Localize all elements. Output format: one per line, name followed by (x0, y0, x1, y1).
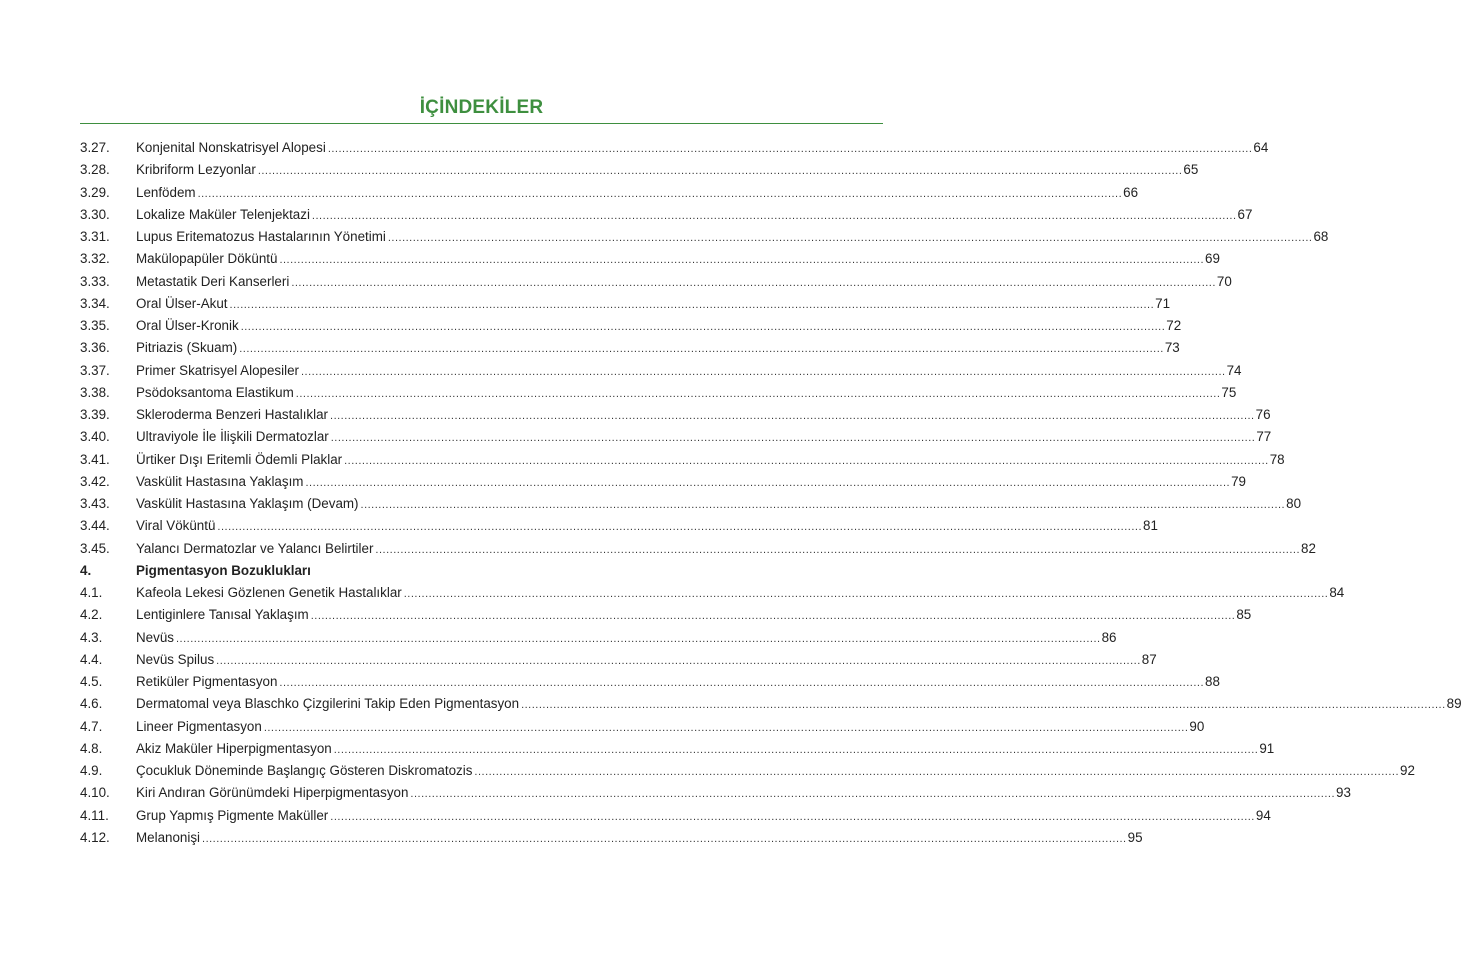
toc-entry-page-number: 66 (1123, 184, 1139, 200)
dot-leader: .................................................................................................................................................................................................................................................................... (310, 610, 1236, 623)
toc-entry-page-number: 71 (1155, 295, 1171, 311)
toc-entry (80, 229, 1329, 251)
dot-leader: .................................................................................................................................................................................................................................................................... (279, 254, 1205, 267)
dot-leader: .................................................................................................................................................................................................................................................................... (521, 699, 1446, 712)
toc-entry-number: 3.41. (80, 451, 110, 467)
toc-entry (80, 607, 1252, 629)
toc-entry-title: Kribriform Lezyonlar (136, 162, 256, 178)
toc-entry (80, 273, 1232, 296)
dot-leader: .................................................................................................................................................................................................................................................................... (375, 543, 1301, 556)
dot-leader: .................................................................................................................................................................................................................................................................... (403, 588, 1329, 600)
toc-entry-number: 3.36. (80, 340, 110, 356)
toc-entry-number: 3.42. (80, 473, 110, 489)
toc-entry-number: 3.27. (80, 140, 110, 155)
dot-leader: .................................................................................................................................................................................................................................................................... (202, 832, 1127, 845)
toc-entry (80, 829, 1143, 852)
dot-leader: .................................................................................................................................................................................................................................................................... (410, 788, 1336, 801)
toc-entry-page-number: 82 (1301, 540, 1316, 556)
toc-entry-title: Pigmentasyon Bozuklukları (136, 562, 311, 578)
toc-entry (80, 518, 1158, 540)
toc-entry-number: 3.44. (80, 518, 110, 534)
toc-entry-page-number: 65 (1183, 162, 1199, 178)
dot-leader: .................................................................................................................................................................................................................................................................... (474, 766, 1400, 778)
toc-entry-page-number: 90 (1189, 718, 1205, 734)
toc-entry (80, 251, 1220, 273)
toc-entry-number: 4.11. (80, 807, 109, 823)
toc-entry-number: 3.34. (80, 295, 110, 311)
toc-entry (80, 763, 1415, 785)
toc-entry-title: Vaskülit Hastasına Yaklaşım (136, 473, 304, 489)
toc-entry-number: 4.1. (80, 585, 103, 600)
title-divider (80, 123, 883, 124)
dot-leader: .................................................................................................................................................................................................................................................................... (387, 232, 1313, 244)
toc-entry (80, 429, 1272, 451)
dot-leader: .................................................................................................................................................................................................................................................................... (295, 387, 1221, 400)
toc-entry-title: Çocukluk Döneminde Başlangıç Gösteren Diskromatozis (136, 763, 473, 778)
toc-entry (80, 407, 1271, 429)
toc-entry-title: Retiküler Pigmentasyon (136, 674, 278, 689)
toc-entry-title: Oral Ülser-Akut (136, 295, 228, 311)
toc-entry-title: Metastatik Deri Kanserleri (136, 273, 290, 289)
toc-entry-page-number: 95 (1127, 829, 1143, 845)
toc-entry (80, 184, 1139, 207)
toc-entry-number: 3.29. (80, 184, 110, 200)
toc-entry-page-number: 69 (1205, 251, 1220, 267)
toc-entry-title: Vaskülit Hastasına Yaklaşım (Devam) (136, 496, 359, 511)
toc-entry-title: Akiz Maküler Hiperpigmentasyon (136, 740, 332, 756)
toc-entry (80, 651, 1157, 674)
toc-entry-title: Kafeola Lekesi Gözlenen Genetik Hastalıklar (136, 585, 402, 600)
toc-entry-title: Oral Ülser-Kronik (136, 318, 239, 333)
toc-entry-title: Kiri Andıran Görünümdeki Hiperpigmentasyon (136, 785, 409, 801)
toc-entry-title: Skleroderma Benzeri Hastalıklar (136, 407, 329, 422)
toc-entry (80, 384, 1237, 407)
dot-leader: .................................................................................................................................................................................................................................................................... (291, 276, 1216, 289)
toc-entry (80, 318, 1182, 340)
toc-entry (80, 496, 1302, 518)
dot-leader: .................................................................................................................................................................................................................................................................... (360, 499, 1286, 511)
page-title: İÇİNDEKİLER (419, 97, 544, 118)
toc-entry-title: Melanonişi (136, 829, 201, 845)
dot-leader: .................................................................................................................................................................................................................................................................... (311, 209, 1237, 222)
toc-entry-title: Lokalize Maküler Telenjektazi (136, 206, 310, 222)
toc-entry (80, 162, 1199, 184)
toc-entry-number: 3.38. (80, 384, 110, 400)
toc-entry (80, 540, 1316, 563)
toc-entry-title: Lineer Pigmentasyon (136, 718, 262, 734)
toc-entry-page-number: 93 (1336, 785, 1351, 801)
dot-leader: .................................................................................................................................................................................................................................................................... (330, 410, 1255, 422)
dot-leader: .................................................................................................................................................................................................................................................................... (279, 677, 1205, 689)
toc-entry (80, 451, 1285, 474)
table-of-contents (80, 140, 1462, 852)
toc-entry-page-number: 67 (1237, 206, 1253, 222)
dot-leader: .................................................................................................................................................................................................................................................................... (333, 743, 1259, 756)
toc-entry-title: Primer Skatrisyel Alopesiler (136, 362, 299, 378)
toc-entry-page-number: 89 (1446, 696, 1462, 712)
toc-entry-number: 4.9. (80, 763, 103, 778)
toc-entry-number: 4.10. (80, 785, 110, 801)
toc-entry-number: 4.3. (80, 629, 103, 645)
toc-entry-page-number: 80 (1286, 496, 1302, 511)
toc-entry-title: Yalancı Dermatozlar ve Yalancı Belirtiler (136, 540, 374, 556)
toc-section-heading (80, 563, 862, 585)
toc-entry-page-number: 70 (1216, 273, 1232, 289)
toc-entry-number: 4.4. (80, 651, 103, 667)
toc-entry-number: 3.28. (80, 162, 110, 178)
toc-entry (80, 740, 1275, 763)
toc-entry (80, 295, 1171, 318)
toc-entry-title: Psödoksantoma Elastikum (136, 384, 294, 400)
dot-leader: .................................................................................................................................................................................................................................................................... (240, 321, 1166, 333)
toc-entry-title: Ürtiker Dışı Eritemli Ödemli Plaklar (136, 451, 343, 467)
toc-entry-page-number: 92 (1400, 763, 1415, 778)
toc-entry (80, 340, 1180, 362)
toc-entry-page-number: 84 (1329, 585, 1345, 600)
toc-entry-number: 3.43. (80, 496, 110, 511)
toc-entry-page-number: 91 (1259, 740, 1275, 756)
toc-entry (80, 674, 1220, 696)
dot-leader: .................................................................................................................................................................................................................................................................... (229, 298, 1155, 311)
toc-entry-number: 4.6. (80, 696, 103, 712)
toc-entry-number: 3.37. (80, 362, 110, 378)
toc-entry-number: 3.39. (80, 407, 110, 422)
toc-entry-page-number: 79 (1231, 473, 1246, 489)
toc-entry-number: 4.2. (80, 607, 103, 623)
dot-leader: .................................................................................................................................................................................................................................................................... (344, 454, 1269, 467)
toc-entry-title: Pitriazis (Skuam) (136, 340, 238, 356)
toc-entry-page-number: 64 (1253, 140, 1269, 155)
toc-entry-title: Lentiginlere Tanısal Yaklaşım (136, 607, 309, 623)
toc-entry-page-number: 87 (1141, 651, 1157, 667)
toc-entry (80, 473, 1246, 496)
toc-entry-title: Makülopapüler Döküntü (136, 251, 278, 267)
toc-entry-page-number: 94 (1255, 807, 1271, 823)
dot-leader: .................................................................................................................................................................................................................................................................... (175, 632, 1101, 645)
toc-entry-page-number: 86 (1101, 629, 1117, 645)
toc-entry-title: Viral Vöküntü (136, 518, 216, 534)
toc-entry-title: Nevüs (136, 629, 174, 645)
toc-entry-page-number: 72 (1166, 318, 1182, 333)
toc-entry (80, 696, 1462, 718)
toc-entry-number: 3.35. (80, 318, 110, 333)
toc-entry-title: Grup Yapmış Pigmente Maküller (136, 807, 329, 823)
dot-leader: .................................................................................................................................................................................................................................................................... (330, 432, 1256, 445)
toc-entry-page-number: 78 (1269, 451, 1285, 467)
toc-entry-page-number: 75 (1221, 384, 1237, 400)
toc-entry-title: Lupus Eritematozus Hastalarının Yönetimi (136, 229, 386, 244)
toc-entry-page-number: 68 (1313, 229, 1329, 244)
toc-entry (80, 807, 1271, 830)
toc-entry-title: Nevüs Spilus (136, 651, 215, 667)
toc-entry-page-number: 74 (1226, 362, 1242, 378)
dot-leader: .................................................................................................................................................................................................................................................................... (216, 654, 1141, 667)
toc-entry-number: 4.5. (80, 674, 103, 689)
dot-leader: .................................................................................................................................................................................................................................................................... (330, 810, 1255, 823)
toc-entry-number: 3.32. (80, 251, 110, 267)
dot-leader: .................................................................................................................................................................................................................................................................... (300, 365, 1226, 378)
toc-entry-number: 3.31. (80, 229, 110, 244)
toc-entry (80, 785, 1351, 807)
toc-entry-number: 4.12. (80, 829, 110, 845)
toc-entry-number: 3.30. (80, 206, 110, 222)
toc-entry-title: Konjenital Nonskatrisyel Alopesi (136, 140, 326, 155)
toc-entry (80, 206, 1253, 229)
toc-entry-page-number: 73 (1164, 340, 1180, 356)
toc-entry-number: 4.7. (80, 718, 103, 734)
toc-entry-page-number: 77 (1256, 429, 1272, 445)
toc-entry-page-number: 76 (1255, 407, 1271, 422)
toc-entry-title: Ultraviyole İle İlişkili Dermatozlar (136, 429, 329, 445)
dot-leader: .................................................................................................................................................................................................................................................................... (217, 521, 1143, 534)
toc-entry-number: 4.8. (80, 740, 103, 756)
dot-leader: .................................................................................................................................................................................................................................................................... (239, 343, 1164, 356)
toc-entry (80, 362, 1242, 385)
dot-leader: .................................................................................................................................................................................................................................................................... (257, 165, 1183, 178)
toc-entry-number: 3.40. (80, 429, 110, 445)
toc-entry (80, 629, 1117, 652)
toc-entry-title: Lenfödem (136, 184, 196, 200)
toc-entry (80, 140, 1269, 162)
toc-entry-title: Dermatomal veya Blaschko Çizgilerini Takip Eden Pigmentasyon (136, 696, 520, 712)
toc-entry (80, 585, 1345, 607)
dot-leader: .................................................................................................................................................................................................................................................................... (197, 187, 1123, 200)
toc-entry-number: 4. (80, 562, 92, 578)
toc-entry-page-number: 81 (1143, 518, 1158, 534)
toc-entry-number: 3.45. (80, 540, 110, 556)
toc-entry-page-number: 88 (1205, 674, 1220, 689)
toc-entry-number: 3.33. (80, 273, 110, 289)
dot-leader: .................................................................................................................................................................................................................................................................... (327, 143, 1253, 155)
toc-entry (80, 718, 1205, 741)
dot-leader: .................................................................................................................................................................................................................................................................... (263, 721, 1189, 734)
dot-leader: .................................................................................................................................................................................................................................................................... (305, 476, 1231, 489)
toc-entry-page-number: 85 (1236, 607, 1252, 623)
